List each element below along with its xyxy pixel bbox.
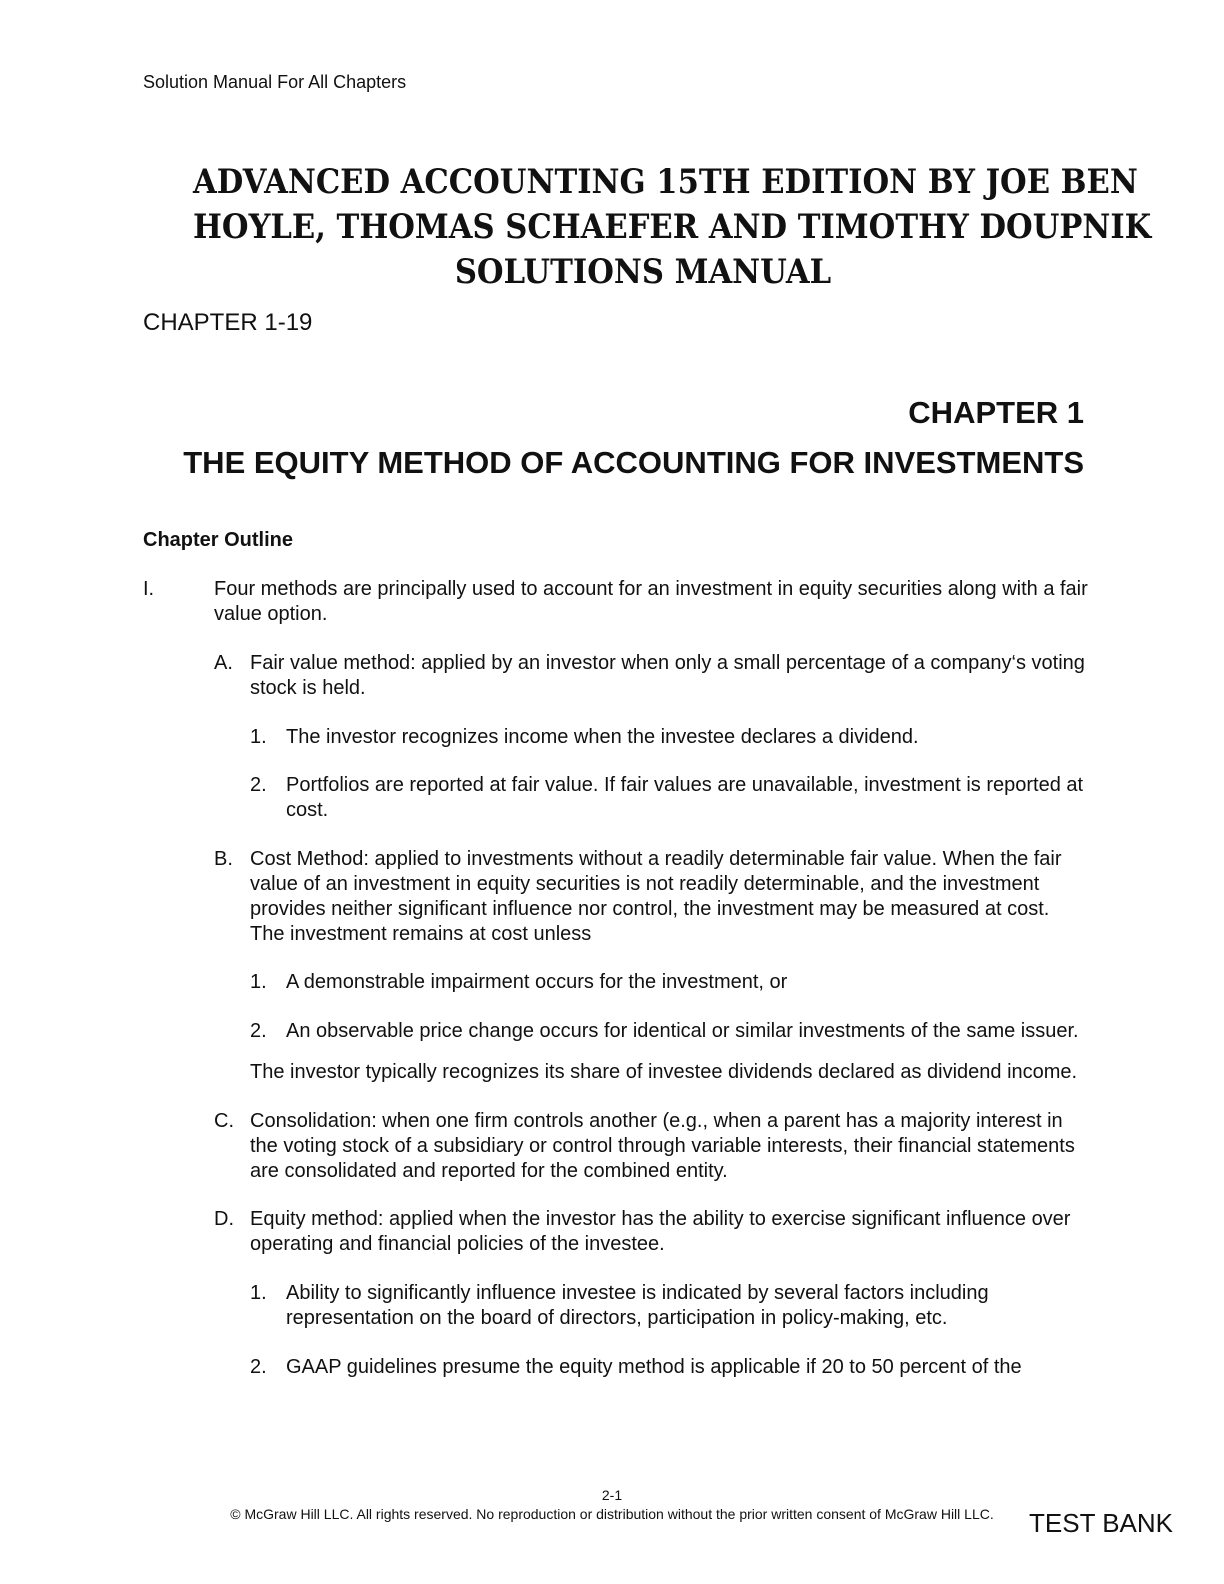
outline-marker: B. xyxy=(214,848,233,870)
outline-marker: 2. xyxy=(250,1020,267,1042)
outline-text: Ability to significantly influence investee is indicated by several factors including representation on the board of directors, participation in policy-making, etc. xyxy=(286,1282,989,1329)
outline-item-b-2 xyxy=(250,1019,1088,1044)
test-bank-watermark: TEST BANK xyxy=(1029,1508,1174,1538)
outline-item-a-1 xyxy=(250,725,1088,750)
outline-text: Four methods are principally used to account for an investment in equity securities along with a fair value option. xyxy=(214,578,1088,625)
outline-item-c xyxy=(214,1109,1088,1184)
outline-item-a xyxy=(214,651,1088,701)
outline-text: A demonstrable impairment occurs for the investment, or xyxy=(286,971,788,993)
outline-item-a-2 xyxy=(250,773,1088,823)
outline-item-1 xyxy=(143,577,1088,627)
outline-marker: 2. xyxy=(250,774,267,796)
chapter-title: THE EQUITY METHOD OF ACCOUNTING FOR INVESTMENTS xyxy=(183,445,1084,480)
outline-item-b-1 xyxy=(250,970,1088,995)
outline-text: The investor recognizes income when the investee declares a dividend. xyxy=(286,726,919,748)
book-title-line-2: HOYLE, THOMAS SCHAEFER AND TIMOTHY DOUPNIK xyxy=(193,207,1152,247)
outline-item-d xyxy=(214,1207,1088,1257)
outline-marker: 1. xyxy=(250,971,267,993)
outline-heading: Chapter Outline xyxy=(143,529,294,551)
chapter-number: CHAPTER 1 xyxy=(908,395,1084,430)
outline-text: Consolidation: when one firm controls another (e.g., when a parent has a majority interest in the voting stock of a subsidiary or control through variable interests, their financial statements are consolidated and reported for the combined entity. xyxy=(250,1110,1075,1182)
outline-marker: 1. xyxy=(250,726,267,748)
book-title-line-1: ADVANCED ACCOUNTING 15TH EDITION BY JOE BEN xyxy=(193,162,1138,202)
outline-marker: D. xyxy=(214,1208,234,1230)
book-title-line-3: SOLUTIONS MANUAL xyxy=(454,252,832,292)
outline-text: Portfolios are reported at fair value. If fair values are unavailable, investment is reported at cost. xyxy=(286,774,1084,821)
outline-text: An observable price change occurs for identical or similar investments of the same issuer. xyxy=(286,1020,1079,1042)
outline-item-d-1 xyxy=(250,1281,1088,1331)
outline-marker: I. xyxy=(143,578,155,600)
outline-text: GAAP guidelines presume the equity method is applicable if 20 to 50 percent of the xyxy=(286,1356,1022,1378)
chapter-range: CHAPTER 1-19 xyxy=(143,309,313,336)
outline-marker: 1. xyxy=(250,1282,267,1304)
outline-marker: C. xyxy=(214,1110,234,1132)
outline-marker: 2. xyxy=(250,1356,267,1378)
outline-item-d-2 xyxy=(250,1355,1088,1380)
header-note: Solution Manual For All Chapters xyxy=(143,72,407,92)
outline-note-b: The investor typically recognizes its share of investee dividends declared as dividend income. xyxy=(250,1061,1078,1083)
chapter-outline xyxy=(143,577,1088,1380)
page-number: 2-1 xyxy=(601,1487,623,1503)
copyright-notice: © McGraw Hill LLC. All rights reserved. No reproduction or distribution without the prior written consent of McGraw Hill LLC. xyxy=(230,1506,994,1522)
outline-marker: A. xyxy=(214,652,233,674)
book-title xyxy=(193,160,1152,295)
outline-item-b xyxy=(214,847,1088,947)
outline-text: Equity method: applied when the investor has the ability to exercise significant influence over operating and financial policies of the investee. xyxy=(250,1208,1071,1255)
outline-text: Fair value method: applied by an investor when only a small percentage of a company‘s voting stock is held. xyxy=(250,652,1085,699)
outline-text: Cost Method: applied to investments without a readily determinable fair value. When the fair value of an investment in equity securities is not readily determinable, and the investment provides neither significant influence nor control, the investment may be measured at cost. The investment remains at cost unless xyxy=(250,848,1062,945)
